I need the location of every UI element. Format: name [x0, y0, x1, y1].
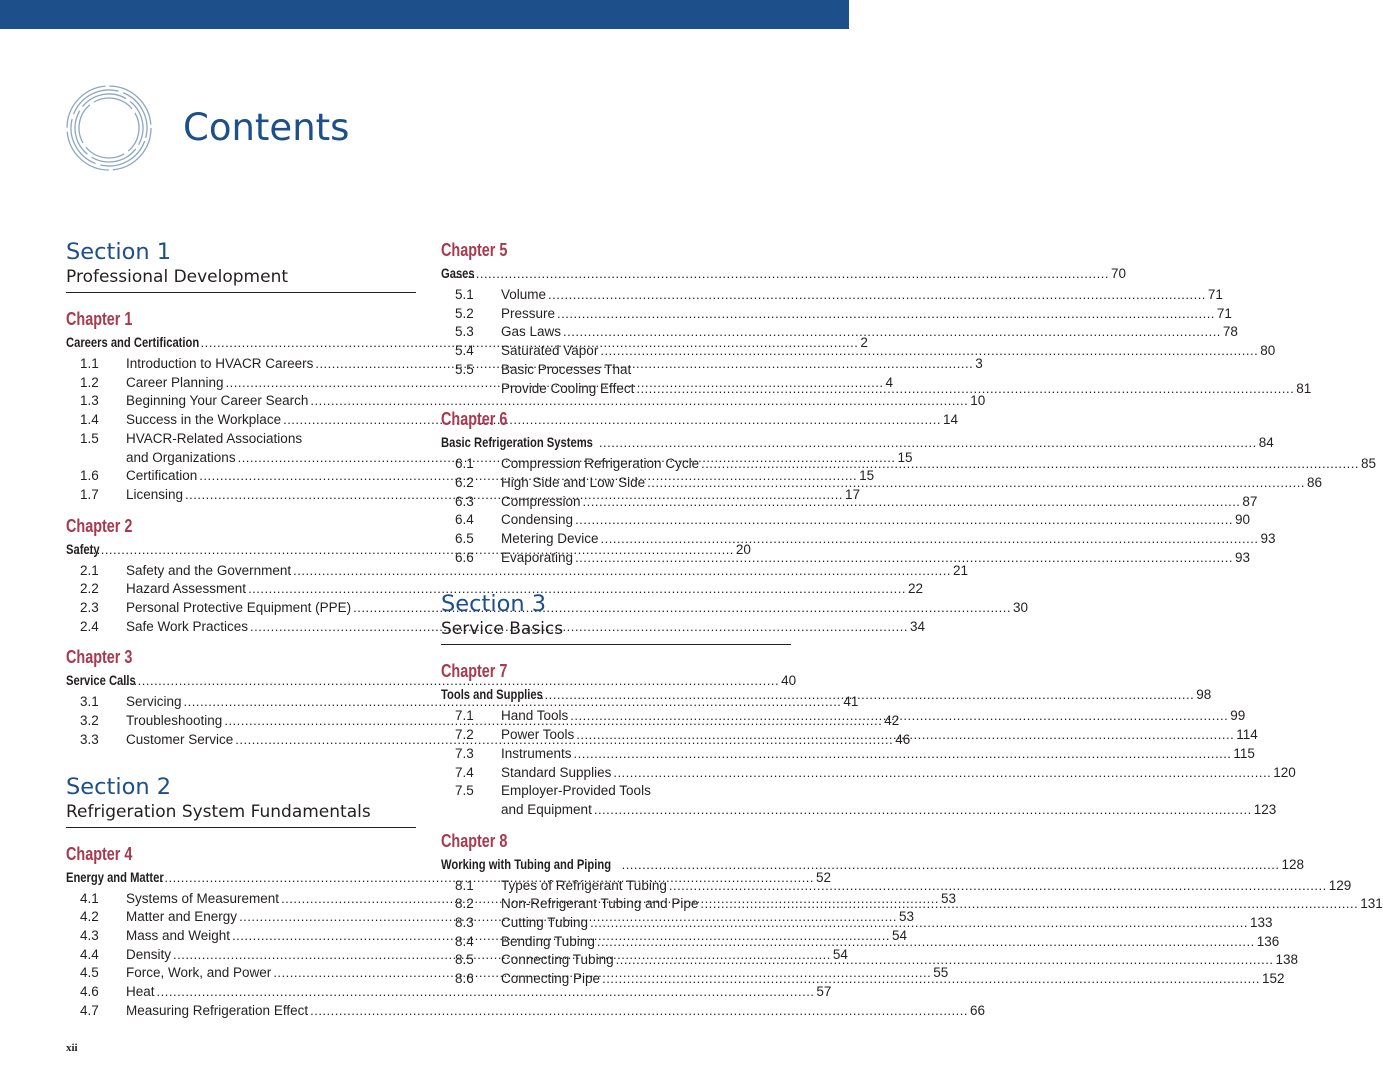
- entry-page-number: 15: [859, 468, 875, 484]
- entry-number: 3.3: [80, 731, 99, 747]
- entry-title: Certification: [126, 468, 198, 484]
- entry-title: Hazard Assessment: [126, 581, 247, 597]
- chapter-label: Chapter 5: [441, 240, 508, 260]
- entry-number: 5.3: [455, 324, 474, 340]
- leader-dots: [701, 455, 1359, 474]
- toc-entry: [66, 1002, 986, 1021]
- entry-number: 1.3: [80, 393, 99, 409]
- section-number: Section 2: [66, 773, 172, 800]
- entry-page-number: 86: [1307, 474, 1323, 490]
- entry-title: Types of Refrigerant Tubing: [501, 877, 667, 893]
- entry-title: Bending Tubing: [501, 933, 595, 949]
- entry-number: 3.1: [80, 694, 99, 710]
- entry-page-number: 138: [1275, 952, 1299, 968]
- entry-number: 8.4: [455, 933, 474, 949]
- chapter-page-number: 2: [860, 335, 868, 350]
- entry-number: 6.3: [455, 493, 474, 509]
- chapter-label: Chapter 4: [66, 843, 133, 864]
- page-number: xii: [66, 1042, 78, 1054]
- entry-page-number: 30: [1013, 600, 1029, 616]
- entry-number: 2.1: [80, 562, 99, 578]
- chapter-label: Chapter 3: [66, 647, 133, 668]
- entry-title: Personal Protective Equipment (PPE): [126, 600, 352, 616]
- leader-dots: [310, 1002, 968, 1021]
- entry-page-number: 34: [909, 618, 925, 634]
- entry-page-number: 133: [1249, 915, 1273, 931]
- entry-page-number: 80: [1260, 343, 1276, 359]
- leader-dots: [599, 432, 1257, 454]
- chapter-title: Tools and Supplies: [441, 686, 543, 703]
- chapter-page-number: 52: [816, 869, 832, 885]
- entry-title: Heat: [126, 984, 155, 1000]
- entry-page-number: 136: [1256, 933, 1280, 949]
- entry-page-number: 54: [832, 946, 848, 962]
- leader-dots: [600, 342, 1258, 361]
- entry-page-number: 41: [843, 694, 859, 710]
- entry-page-number: 66: [969, 1002, 986, 1018]
- entry-title: Systems of Measurement: [126, 890, 280, 906]
- entry-title: Troubleshooting: [126, 713, 223, 729]
- entry-page-number: 53: [940, 890, 956, 906]
- entry-title: Hand Tools: [501, 708, 569, 724]
- entry-page-number: 71: [1216, 305, 1232, 321]
- entry-number: 7.3: [455, 745, 474, 761]
- entry-page-number: 21: [953, 562, 969, 578]
- chapter-page-number: 20: [735, 541, 751, 557]
- entry-page-number: 78: [1222, 324, 1238, 340]
- chapter-page-number: 70: [1110, 266, 1126, 281]
- leader-dots: [601, 530, 1259, 549]
- entry-page-number: 120: [1273, 764, 1296, 780]
- chapter-block: [441, 238, 1312, 398]
- entry-page-number: 54: [891, 927, 907, 943]
- entry-title: Employer-Provided Tools: [501, 783, 651, 799]
- chapter-title: Basic Refrigeration Systems: [441, 434, 593, 451]
- toc-entry: [441, 286, 1223, 305]
- entry-number: 2.3: [80, 600, 99, 616]
- section-heading: [66, 773, 416, 828]
- entry-page-number: 15: [897, 449, 913, 465]
- entry-title: Standard Supplies: [501, 764, 612, 780]
- entry-number: 6.1: [455, 456, 474, 472]
- entry-title: Career Planning: [126, 374, 224, 390]
- leader-dots: [597, 933, 1255, 952]
- chapter-title-row: [441, 431, 1274, 453]
- leader-dots: [451, 263, 1109, 285]
- section-name: Professional Development: [66, 267, 289, 287]
- entry-number: 4.5: [80, 965, 99, 981]
- entry-page-number: 57: [816, 984, 832, 1000]
- section-number: Section 3: [441, 591, 547, 618]
- entry-number: 5.4: [455, 343, 474, 359]
- entry-page-number: 131: [1360, 896, 1383, 912]
- entry-number: 4.3: [80, 927, 99, 943]
- entry-number: 4.1: [80, 890, 99, 906]
- concentric-rings-logo: [64, 83, 154, 173]
- leader-dots: [574, 745, 1232, 764]
- chapter-title: Careers and Certification: [66, 334, 200, 350]
- section-heading: [441, 590, 791, 645]
- entry-number: 2.2: [80, 581, 99, 597]
- toc-entry: [441, 782, 1277, 819]
- entry-title: Non-Refrigerant Tubing and Pipe: [501, 896, 699, 912]
- entry-page-number: 17: [844, 486, 860, 502]
- entry-title: Gas Laws: [501, 324, 562, 340]
- entry-title: and Equipment: [501, 801, 592, 817]
- entry-title: and Organizations: [126, 449, 236, 465]
- entry-title: HVACR-Related Associations: [126, 430, 303, 446]
- entry-title: Measuring Refrigeration Effect: [126, 1002, 309, 1018]
- leader-dots: [583, 493, 1241, 512]
- leader-dots: [669, 877, 1327, 896]
- toc-entry: [441, 342, 1276, 361]
- entry-number: 5.5: [455, 361, 474, 377]
- leader-dots: [636, 380, 1294, 399]
- section-number: Section 1: [66, 239, 172, 265]
- entry-title: Servicing: [126, 694, 182, 710]
- toc-entry: [66, 983, 832, 1002]
- entry-number: 5.1: [455, 287, 474, 302]
- entry-page-number: 4: [885, 374, 893, 390]
- entry-title: Pressure: [501, 305, 556, 321]
- entry-title: Connecting Pipe: [501, 971, 601, 987]
- entry-page-number: 93: [1234, 549, 1250, 565]
- entry-number: 6.4: [455, 512, 474, 528]
- entry-number: 2.4: [80, 618, 99, 634]
- entry-number: 8.1: [455, 877, 474, 893]
- chapter-title-row: [441, 853, 1304, 875]
- chapter-label: Chapter 8: [441, 830, 508, 851]
- entry-number: 6.5: [455, 531, 474, 547]
- toc-entry: [441, 530, 1276, 549]
- entry-page-number: 46: [895, 731, 911, 747]
- entry-title: Evaporating: [501, 549, 574, 565]
- entry-title: Success in the Workplace: [126, 412, 282, 428]
- entry-title: Cutting Tubing: [501, 915, 589, 931]
- entry-title: High Side and Low Side: [501, 474, 646, 490]
- entry-number: 1.4: [80, 412, 99, 428]
- entry-title: Basic Processes That: [501, 361, 632, 377]
- entry-title: Saturated Vapor: [501, 343, 599, 359]
- entry-title: Compression Refrigeration Cycle: [501, 456, 700, 472]
- chapter-label: Chapter 7: [441, 661, 508, 682]
- entry-page-number: 115: [1233, 745, 1255, 761]
- entry-page-number: 14: [942, 412, 958, 428]
- chapter-title-row: [441, 262, 1126, 284]
- section-heading: [66, 238, 416, 293]
- leader-dots: [548, 286, 1206, 305]
- entry-page-number: 123: [1253, 801, 1277, 817]
- leader-dots: [536, 684, 1194, 706]
- toc-entry: [441, 549, 1250, 568]
- toc-entry: [441, 323, 1238, 342]
- entry-number: 3.2: [80, 713, 99, 729]
- entry-page-number: 152: [1261, 971, 1285, 987]
- entry-title: Safety and the Government: [126, 562, 292, 578]
- entry-number: 4.7: [80, 1002, 99, 1018]
- leader-dots: [700, 895, 1358, 914]
- entry-number: 6.2: [455, 474, 474, 490]
- toc-entry: [66, 580, 923, 599]
- chapter-title: Working with Tubing and Piping: [441, 855, 612, 872]
- entry-title: Power Tools: [501, 727, 575, 743]
- entry-number: 8.3: [455, 915, 474, 931]
- header-bar: [0, 0, 849, 29]
- chapter-title: Gases: [441, 265, 475, 281]
- chapter-label: Chapter 1: [66, 309, 133, 329]
- entry-number: 1.5: [80, 430, 99, 446]
- entry-page-number: 114: [1236, 727, 1258, 743]
- toc-entry: [441, 764, 1296, 783]
- entry-number: 4.6: [80, 984, 99, 1000]
- toc-entry: [441, 361, 1312, 398]
- entry-number: 1.6: [80, 468, 99, 484]
- entry-number: 7.5: [455, 783, 474, 799]
- entry-number: 1.2: [80, 374, 99, 390]
- entry-title: Matter and Energy: [126, 909, 238, 925]
- entry-title: Customer Service: [126, 731, 234, 747]
- entry-number: 4.4: [80, 946, 99, 962]
- toc-entry: [66, 392, 986, 411]
- entry-title: Condensing: [501, 512, 574, 528]
- chapter-page-number: 40: [781, 673, 797, 689]
- entry-number: 5.2: [455, 305, 474, 321]
- leader-dots: [576, 726, 1234, 745]
- entry-page-number: 10: [970, 393, 986, 409]
- leader-dots: [590, 914, 1248, 933]
- leader-dots: [575, 549, 1233, 568]
- chapter-page-number: 98: [1196, 687, 1212, 703]
- entry-title: Force, Work, and Power: [126, 965, 272, 981]
- entry-page-number: 55: [933, 965, 949, 981]
- entry-title: Licensing: [126, 486, 184, 502]
- toc-entry: [441, 305, 1232, 324]
- entry-page-number: 71: [1207, 287, 1223, 302]
- leader-dots: [602, 970, 1260, 989]
- entry-number: 1.1: [80, 356, 99, 371]
- entry-title: Density: [126, 946, 172, 962]
- entry-title: Compression: [501, 493, 581, 509]
- entry-number: 7.1: [455, 708, 474, 724]
- entry-page-number: 87: [1242, 493, 1258, 509]
- chapter-page-number: 84: [1258, 435, 1274, 451]
- chapter-page-number: 128: [1281, 856, 1304, 872]
- entry-page-number: 53: [898, 909, 914, 925]
- entry-page-number: 22: [907, 581, 923, 597]
- chapter-title: Safety: [66, 540, 100, 557]
- entry-number: 7.4: [455, 764, 474, 780]
- toc-entry: [66, 562, 969, 581]
- entry-page-number: 90: [1234, 512, 1250, 528]
- entry-title: Beginning Your Career Search: [126, 393, 309, 409]
- leader-dots: [616, 951, 1274, 970]
- entry-number: 6.6: [455, 549, 474, 565]
- entry-number: 1.7: [80, 486, 99, 502]
- toc-entry: [441, 511, 1250, 530]
- entry-number: 4.2: [80, 909, 99, 925]
- entry-page-number: 85: [1360, 456, 1376, 472]
- entry-page-number: 93: [1260, 531, 1276, 547]
- toc-entry: [441, 745, 1255, 764]
- leader-dots: [557, 305, 1215, 324]
- chapter-title: Service Calls: [66, 672, 136, 689]
- entry-title: Mass and Weight: [126, 927, 231, 943]
- entry-page-number: 99: [1230, 708, 1246, 724]
- chapter-label: Chapter 6: [441, 409, 508, 430]
- leader-dots: [613, 764, 1271, 783]
- chapter-title: Energy and Matter: [66, 868, 164, 885]
- entry-title: Metering Device: [501, 531, 599, 547]
- entry-page-number: 3: [975, 356, 983, 371]
- entry-page-number: 81: [1296, 380, 1312, 396]
- entry-title: Connecting Tubing: [501, 952, 614, 968]
- entry-number: 8.5: [455, 952, 474, 968]
- leader-dots: [570, 707, 1228, 726]
- entry-page-number: 42: [884, 713, 900, 729]
- entry-title: Introduction to HVACR Careers: [126, 356, 314, 371]
- entry-title: Safe Work Practices: [126, 618, 249, 634]
- entry-page-number: 129: [1328, 877, 1352, 893]
- section-name: Refrigeration System Fundamentals: [66, 801, 371, 822]
- entry-number: 7.2: [455, 727, 474, 743]
- leader-dots: [647, 474, 1305, 493]
- entry-title: Volume: [501, 287, 547, 302]
- entry-title: Provide Cooling Effect: [501, 380, 635, 396]
- leader-dots: [563, 323, 1221, 342]
- entry-number: 8.6: [455, 971, 474, 987]
- section-name: Service Basics: [441, 619, 564, 640]
- leader-dots: [622, 854, 1280, 876]
- entry-title: Instruments: [501, 745, 572, 761]
- entry-number: 8.2: [455, 896, 474, 912]
- leader-dots: [575, 511, 1233, 530]
- chapter-label: Chapter 2: [66, 515, 133, 536]
- page-title: Contents: [183, 106, 350, 149]
- leader-dots: [594, 801, 1252, 820]
